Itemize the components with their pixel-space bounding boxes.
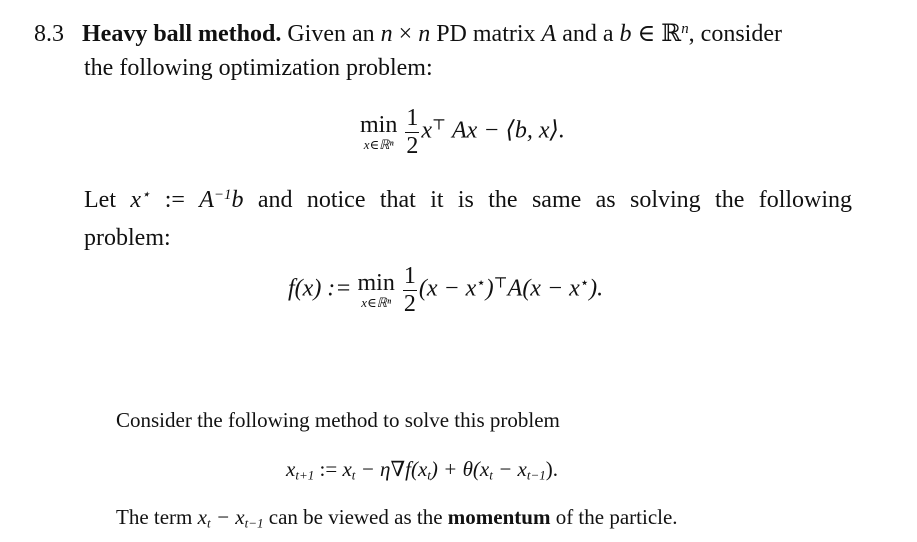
var-xstar: x⋆ [130, 186, 151, 213]
eq1-x: x [421, 117, 432, 144]
section-number: 8.3 [34, 21, 64, 47]
and-a-text: and a [562, 21, 614, 47]
pd-matrix-text: PD matrix [436, 21, 536, 47]
times-symbol: × [398, 21, 413, 47]
equation-2: f(x) := min x∈ℝⁿ $\frac{1}{2}$ (x − x⋆)⊤A(x − x⋆). [288, 263, 604, 317]
fraction-half: $\frac{1}{2}$ [406, 105, 419, 159]
var-n: n [380, 21, 393, 47]
section-header-line2: the following optimization problem: [84, 55, 433, 81]
section-header-line [34, 19, 782, 48]
para4-text: The term $x_t - x_{t-1}$ can be viewed as the momentum of the particle. [116, 505, 678, 531]
in-symbol: ∈ [637, 21, 656, 47]
fraction-half-2: $\frac{1}{2}$ [403, 263, 416, 317]
var-b: b [619, 21, 632, 47]
intro-text: Given an [287, 21, 375, 47]
section-title: Heavy ball method. [82, 21, 282, 47]
var-A: A [541, 21, 557, 47]
equation-3: $x_{t+1}$ := $x_t - \eta\nabla f(x_t) + \theta(x_t - x_{t-1})$. [286, 457, 559, 483]
var-A-inverse: $A^{-1}b$ [199, 186, 244, 213]
momentum-term: momentum [447, 505, 551, 529]
eq1-rest: Ax − ⟨b, x⟩. [452, 117, 565, 144]
para2-line1: Let x⋆ := $A^{-1}b$ and notice that it is the same as solving the following [84, 186, 853, 213]
min-operator-2: min x∈ℝⁿ [357, 270, 395, 310]
eq2-lhs: f(x) := [288, 275, 352, 302]
consider-text: , consider [688, 21, 782, 47]
var-n2: n [418, 21, 431, 47]
min-operator: min x∈ℝⁿ [360, 112, 398, 152]
equation-1: min x∈ℝⁿ $\frac{1}{2}$ x⊤ Ax − ⟨b, x⟩. [360, 105, 565, 159]
reals-symbol: ℝ$^n$ [661, 20, 689, 47]
para3-text: Consider the following method to solve this problem [116, 408, 560, 432]
para2-line2: problem: [84, 225, 171, 251]
